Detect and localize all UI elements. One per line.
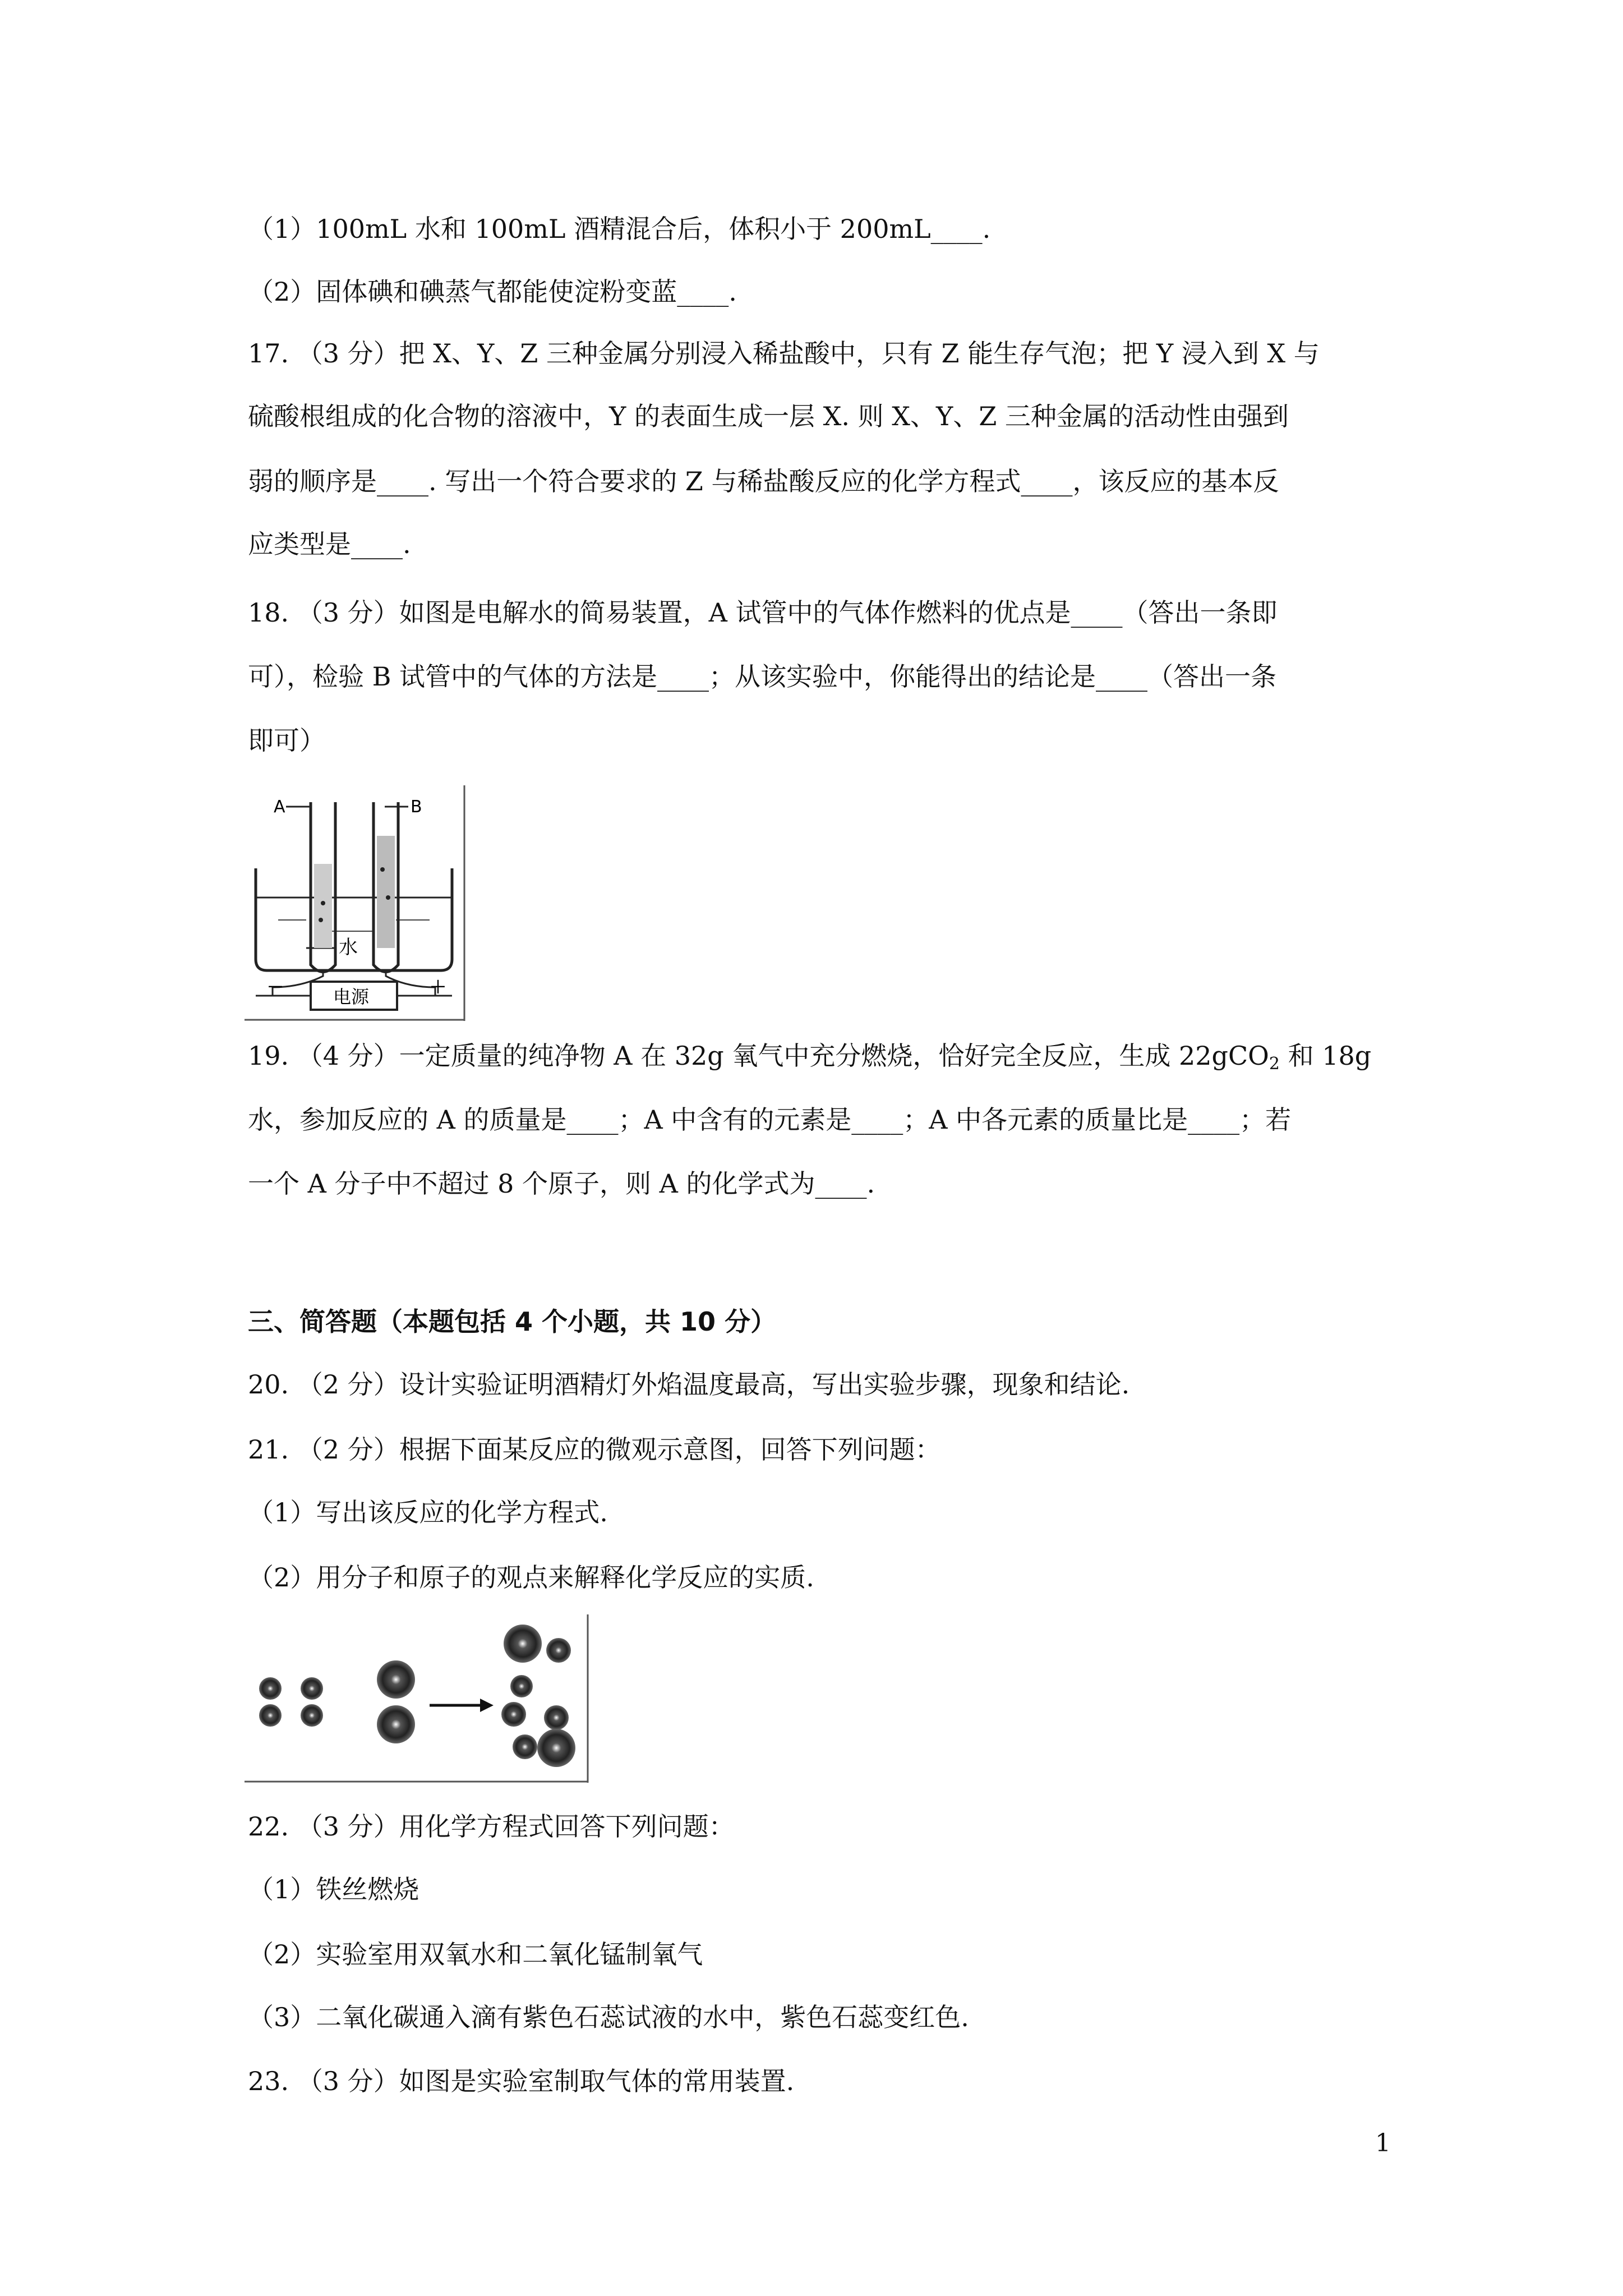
q23-line1: 23. （3 分）如图是实验室制取气体的常用装置. [248,2066,795,2096]
page-number: 1 [1375,2129,1391,2157]
q17-line1: 17. （3 分）把 X、Y、Z 三种金属分别浸入稀盐酸中，只有 Z 能生存气泡；把 Y 浸入到 X 与 [248,338,1320,369]
plus-sign: ＋ [430,978,446,997]
label-b: B [411,797,422,817]
reaction-micro-diagram [245,1614,592,1783]
minus-sign: － [267,978,284,997]
q16-part2: （2）固体碘和碘蒸气都能使淀粉变蓝____. [248,277,737,307]
q21-part1: （1）写出该反应的化学方程式. [248,1497,608,1527]
water-label: 水 [339,936,358,959]
electrolysis-apparatus-figure [245,785,469,1021]
q22-part3: （3）二氧化碳通入滴有紫色石蕊试液的水中，紫色石蕊变红色. [248,2002,969,2032]
q21-part2: （2）用分子和原子的观点来解释化学反应的实质. [248,1562,814,1593]
power-source-label: 电源 [333,986,370,1007]
q19-line2: 水，参加反应的 A 的质量是____；A 中含有的元素是____；A 中各元素的质量比是____；若 [248,1105,1292,1135]
q22-part2: （2）实验室用双氧水和二氧化锰制氧气 [248,1939,703,1970]
q19-subscript: 2 [1269,1054,1280,1074]
q22-part1: （1）铁丝燃烧 [248,1874,419,1904]
q17-line2: 硫酸根组成的化合物的溶液中，Y 的表面生成一层 X. 则 X、Y、Z 三种金属的活动性由强到 [248,401,1289,431]
product-molecules [501,1625,575,1767]
reactant-small-molecule-2 [301,1677,323,1727]
reactant-large-molecule [377,1660,415,1743]
q22-line1: 22. （3 分）用化学方程式回答下列问题： [248,1811,735,1842]
reactant-small-molecule-1 [259,1677,282,1727]
q19-line3: 一个 A 分子中不超过 8 个原子，则 A 的化学式为____. [248,1168,875,1199]
label-a: A [274,797,285,817]
reaction-arrow [430,1699,494,1712]
section-3-title: 三、简答题（本题包括 4 个小题，共 10 分） [248,1306,777,1337]
q18-line3: 即可） [248,725,325,756]
q20-line1: 20. （2 分）设计实验证明酒精灯外焰温度最高，写出实验步骤，现象和结论. [248,1369,1130,1400]
q16-part1: （1）100mL 水和 100mL 酒精混合后，体积小于 200mL____. [248,214,991,244]
q19-line1-tail: 和 18g [1279,1041,1372,1071]
q18-line2: 可），检验 B 试管中的气体的方法是____；从该实验中，你能得出的结论是____（答出一条 [248,661,1277,692]
q19-line1-text: 19. （4 分）一定质量的纯净物 A 在 32g 氧气中充分燃烧，恰好完全反应，生成 22gCO [248,1041,1269,1071]
q17-line4: 应类型是____. [248,529,411,559]
q18-line1: 18. （3 分）如图是电解水的简易装置，A 试管中的气体作燃料的优点是____（答出一条即 [248,597,1278,628]
q21-line1: 21. （2 分）根据下面某反应的微观示意图，回答下列问题： [248,1434,941,1465]
q19-line1 [248,1039,1371,1073]
q17-line3: 弱的顺序是____. 写出一个符合要求的 Z 与稀盐酸反应的化学方程式____，该反应的基本反 [248,466,1279,496]
